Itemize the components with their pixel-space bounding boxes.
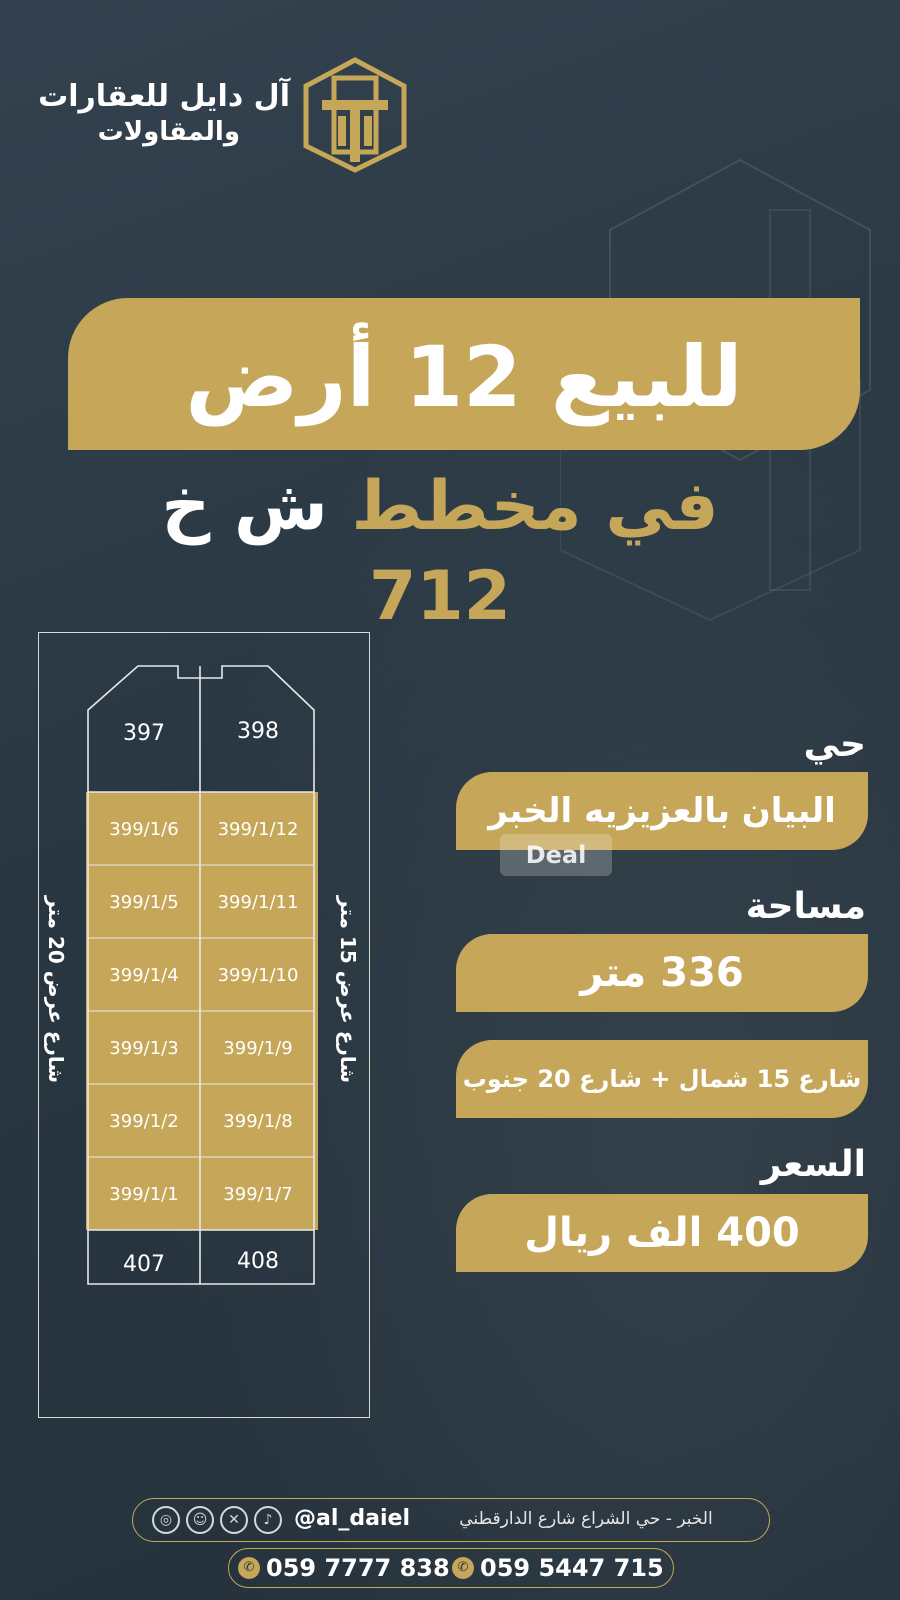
plot-left-6: 399/1/1 [109,1184,179,1205]
headline-subtitle [100,462,780,636]
plot-408: 408 [237,1249,279,1274]
plot-right-1: 399/1/12 [217,819,299,840]
phone-icon: ✆ [238,1557,260,1579]
brand-name [20,78,290,148]
plot-left-1: 399/1/6 [109,819,179,840]
snapchat-icon[interactable]: ☺ [186,1506,214,1534]
plot-398: 398 [237,719,279,744]
plot-right-3: 399/1/10 [217,965,299,986]
brand-line-1: آل دايل للعقارات [38,79,290,114]
price-value: 400 الف ريال [456,1194,868,1272]
plot-left-3: 399/1/4 [109,965,179,986]
street-right-label: شارع عرض 15 متر [336,896,360,1084]
tiktok-icon[interactable]: ♪ [254,1506,282,1534]
subtitle-number: 712 [369,557,511,636]
phone-number-1[interactable]: 059 7777 838 [266,1554,450,1582]
plot-left-5: 399/1/2 [109,1111,179,1132]
address-text: الخبر - حي الشراع شارع الدارقطني [459,1509,713,1529]
plot-right-4: 399/1/9 [223,1038,293,1059]
plot-right-6: 399/1/7 [223,1184,293,1205]
plot-right-5: 399/1/8 [223,1111,293,1132]
district-label: حي [803,724,866,765]
x-icon[interactable]: ✕ [220,1506,248,1534]
building-logo-icon [300,56,410,174]
plot-left-2: 399/1/5 [109,892,179,913]
plot-397: 397 [123,721,165,746]
plot-right-2: 399/1/11 [217,892,299,913]
streets-value: شارع 15 شمال + شارع 20 جنوب [456,1040,868,1118]
price-label: السعر [760,1144,866,1185]
social-handle[interactable]: @al_daiel [294,1506,410,1531]
street-left-label: شارع عرض 20 متر [44,896,68,1084]
watermark: Deal [500,834,612,876]
area-value: 336 متر [456,934,868,1012]
plot-407: 407 [123,1252,165,1277]
brand-line-2: والمقاولات [97,117,240,147]
area-label: مساحة [745,886,866,927]
phone-icon: ✆ [452,1557,474,1579]
district-value: البيان بالعزيزيه الخبر [456,772,868,850]
subtitle-highlight: ش خ [161,467,328,546]
plot-left-4: 399/1/3 [109,1038,179,1059]
instagram-icon[interactable]: ◎ [152,1506,180,1534]
plot-map [86,664,318,1314]
headline-title: للبيع 12 أرض [185,328,743,426]
phone-number-2[interactable]: 059 5447 715 [480,1554,664,1582]
subtitle-prefix: في مخطط [351,467,719,546]
